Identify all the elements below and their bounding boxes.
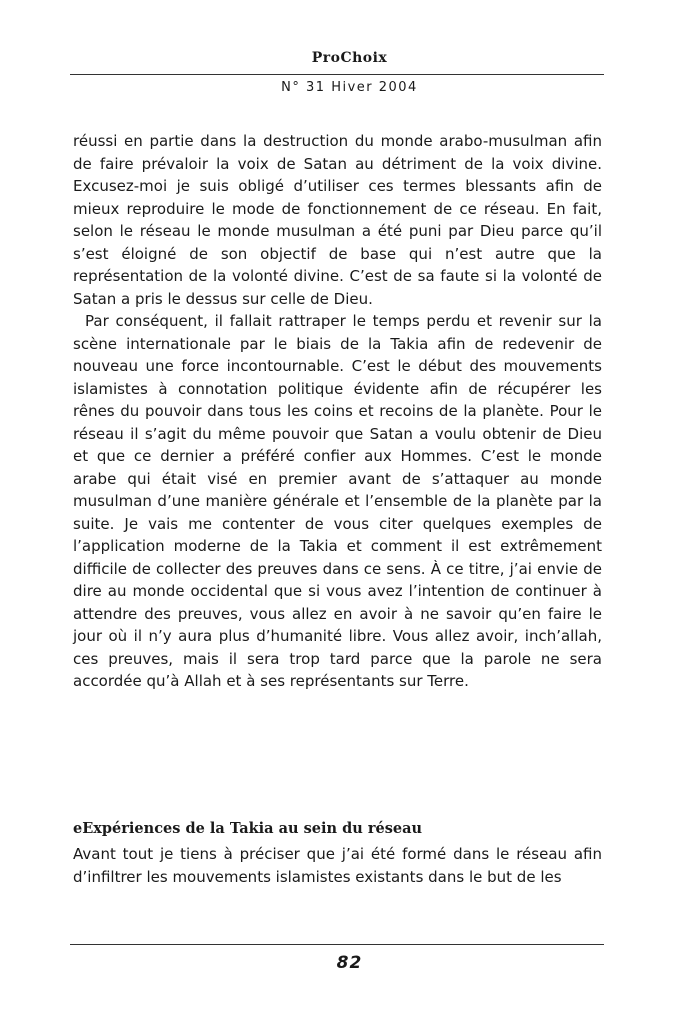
journal-title: ProChoix xyxy=(311,50,388,66)
footer-divider xyxy=(70,944,604,945)
paragraph-2: Par conséquent, il fallait rattraper le temps perdu et revenir sur la scène internationale par le biais de la Takia afin de redevenir de nouveau une force incontournable. C’est le début des mouvements islamistes à connotation politique évidente afin de récupérer les rênes du pouvoir dans tous les coins et recoins de la planète. Pour le réseau il s’agit du même pouvoir que Satan a voulu obtenir de Dieu et que ce dernier a préféré confier aux Hommes. C’est le monde arabe qui était visé en premier avant de s’attaquer au monde musulman d’une manière générale et l’ensemble de la planète par la suite. Je vais me contenter de vous citer quelques exemples de l’application moderne de la Takia et comment il est extrêmement difficile de collecter des preuves dans ce sens. À ce titre, j’ai envie de dire au monde occidental que si vous avez l’intention de continuer à attendre des preuves, vous allez en avoir à ne savoir qu’en faire le jour où il n’y aura plus d’humanité libre. Vous allez avoir, inch’allah, ces preuves, mais il sera trop tard parce que la parole ne sera accordée qu’à Allah et à ses représentants sur Terre. xyxy=(73,312,602,690)
section-heading: eExpériences de la Takia au sein du réseau xyxy=(73,820,423,837)
section-paragraph: Avant tout je tiens à préciser que j’ai été formé dans le réseau afin d’infiltrer les mouvements islamistes existants dans le but de les xyxy=(73,845,602,886)
issue-info: N° 31 Hiver 2004 xyxy=(281,80,418,95)
section-body xyxy=(73,843,602,888)
header-divider xyxy=(70,74,604,75)
article-body xyxy=(73,130,602,693)
page-number: 82 xyxy=(336,953,363,973)
paragraph-1: réussi en partie dans la destruction du monde arabo-musulman afin de faire prévaloir la voix de Satan au détriment de la voix divine. Excusez-moi je suis obligé d’utiliser ces termes blessants afin de mieux reproduire le mode de fonctionnement de ce réseau. En fait, selon le réseau le monde musulman a été puni par Dieu parce qu’il s’est éloigné de son objectif de base qui n’est autre que la représentation de la volonté divine. C’est de sa faute si la volonté de Satan a pris le dessus sur celle de Dieu. xyxy=(73,132,602,308)
